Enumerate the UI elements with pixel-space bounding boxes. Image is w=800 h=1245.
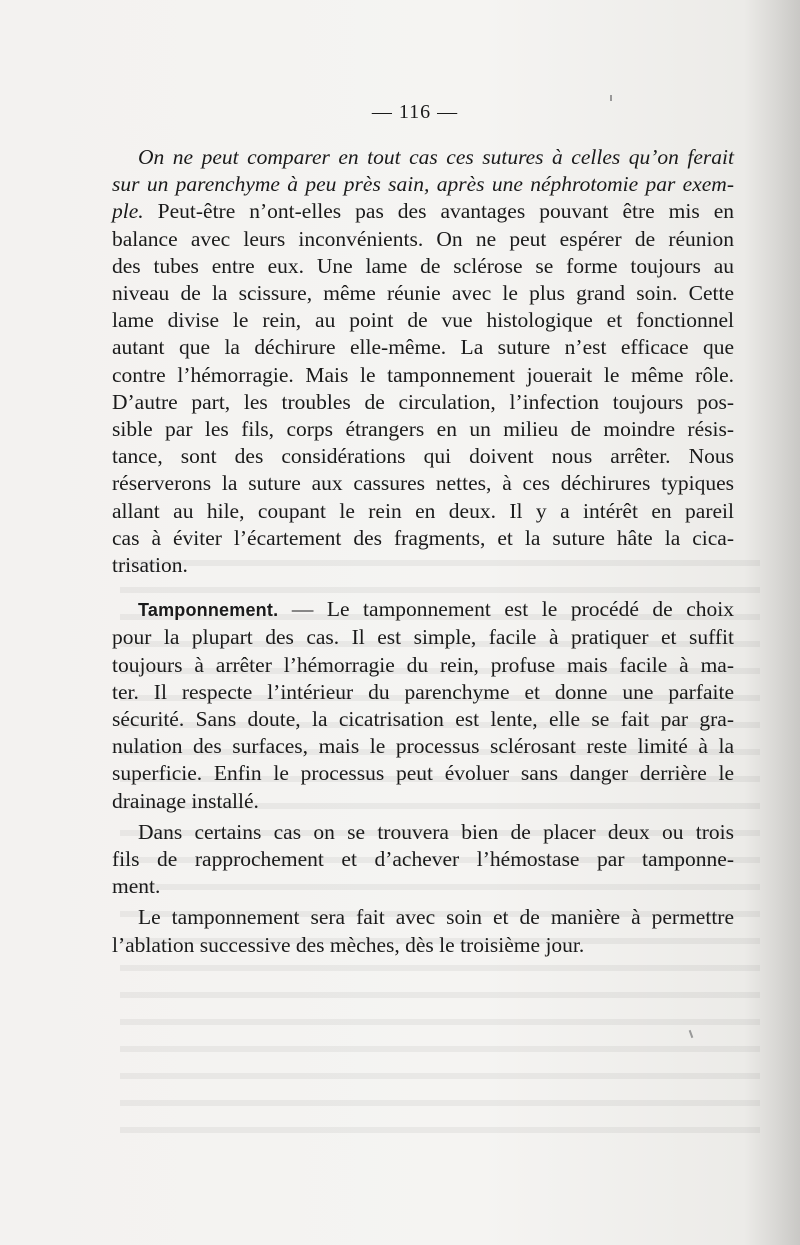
text-line: lame divise le rein, au point de vue histologique et fonctionnel [112, 308, 734, 333]
paragraph-tamponnement [112, 596, 734, 815]
text-line: ment. [112, 874, 161, 899]
text-line: D’autre part, les troubles de circulation, l’infection toujours pos- [112, 389, 734, 414]
text-line: sécurité. Sans doute, la cicatrisation est lente, elle se fait par gra- [112, 707, 734, 732]
text-line: Le tamponnement sera fait avec soin et de manière à permettre [138, 905, 734, 930]
text-line: réserverons la suture aux cassures nettes, à ces déchirures typiques [112, 471, 734, 496]
text-line: Dans certains cas on se trouvera bien de placer deux ou trois [138, 819, 734, 844]
paragraph-gap [112, 579, 734, 596]
text-line: nulation des surfaces, mais le processus sclérosant reste limité à la [112, 734, 734, 759]
paragraph-rapprochement [112, 819, 734, 901]
paragraph-meches [112, 904, 734, 958]
text-line: cas à éviter l’écartement des fragments, et la suture hâte la cica- [112, 525, 734, 550]
paper-speck [689, 1030, 694, 1038]
text-line: l’ablation successive des mèches, dès le troisième jour. [112, 932, 585, 957]
text-line: pour la plupart des cas. Il est simple, facile à pratiquer et suffit [112, 625, 734, 650]
text-line: autant que la déchirure elle-même. La suture n’est efficace que [112, 335, 734, 360]
section-heading: Tamponnement. [138, 600, 279, 621]
text-line: fils de rapprochement et d’achever l’hémostase par tamponne- [112, 847, 734, 872]
text-line: sur un parenchyme à peu près sain, après une néphrotomie par exem- [112, 172, 734, 197]
text-line: ple. Peut-être n’ont-elles pas des avantages pouvant être mis en [112, 199, 734, 224]
text-line: superficie. Enfin le processus peut évoluer sans danger derrière le [112, 761, 734, 786]
text-line: des tubes entre eux. Une lame de sclérose se forme toujours au [112, 253, 734, 278]
text-line: allant au hile, coupant le rein en deux. Il y a intérêt en pareil [112, 498, 734, 523]
text-line: Tamponnement. — Le tamponnement est le procédé de choix [138, 597, 734, 622]
text-line: ter. Il respecte l’intérieur du parenchyme et donne une parfaite [112, 679, 734, 704]
text-line: balance avec leurs inconvénients. On ne peut espérer de réunion [112, 226, 734, 251]
text-line: tance, sont des considérations qui doivent nous arrêter. Nous [112, 444, 734, 469]
page-number: — 116 — [371, 101, 459, 123]
paragraph-suture [112, 144, 734, 579]
text-line: contre l’hémorragie. Mais le tamponnement jouerait le même rôle. [112, 362, 734, 387]
text-line: On ne peut comparer en tout cas ces sutures à celles qu’on ferait [138, 145, 734, 169]
text-line: niveau de la scissure, même réunie avec le plus grand soin. Cette [112, 281, 734, 306]
text-line: sible par les fils, corps étrangers en un milieu de moindre résis- [112, 417, 734, 442]
body-text [112, 144, 734, 959]
text-line: drainage installé. [112, 788, 259, 813]
text-line: toujours à arrêter l’hémorragie du rein, profuse mais facile à ma- [112, 652, 734, 677]
text-line: trisation. [112, 553, 188, 578]
